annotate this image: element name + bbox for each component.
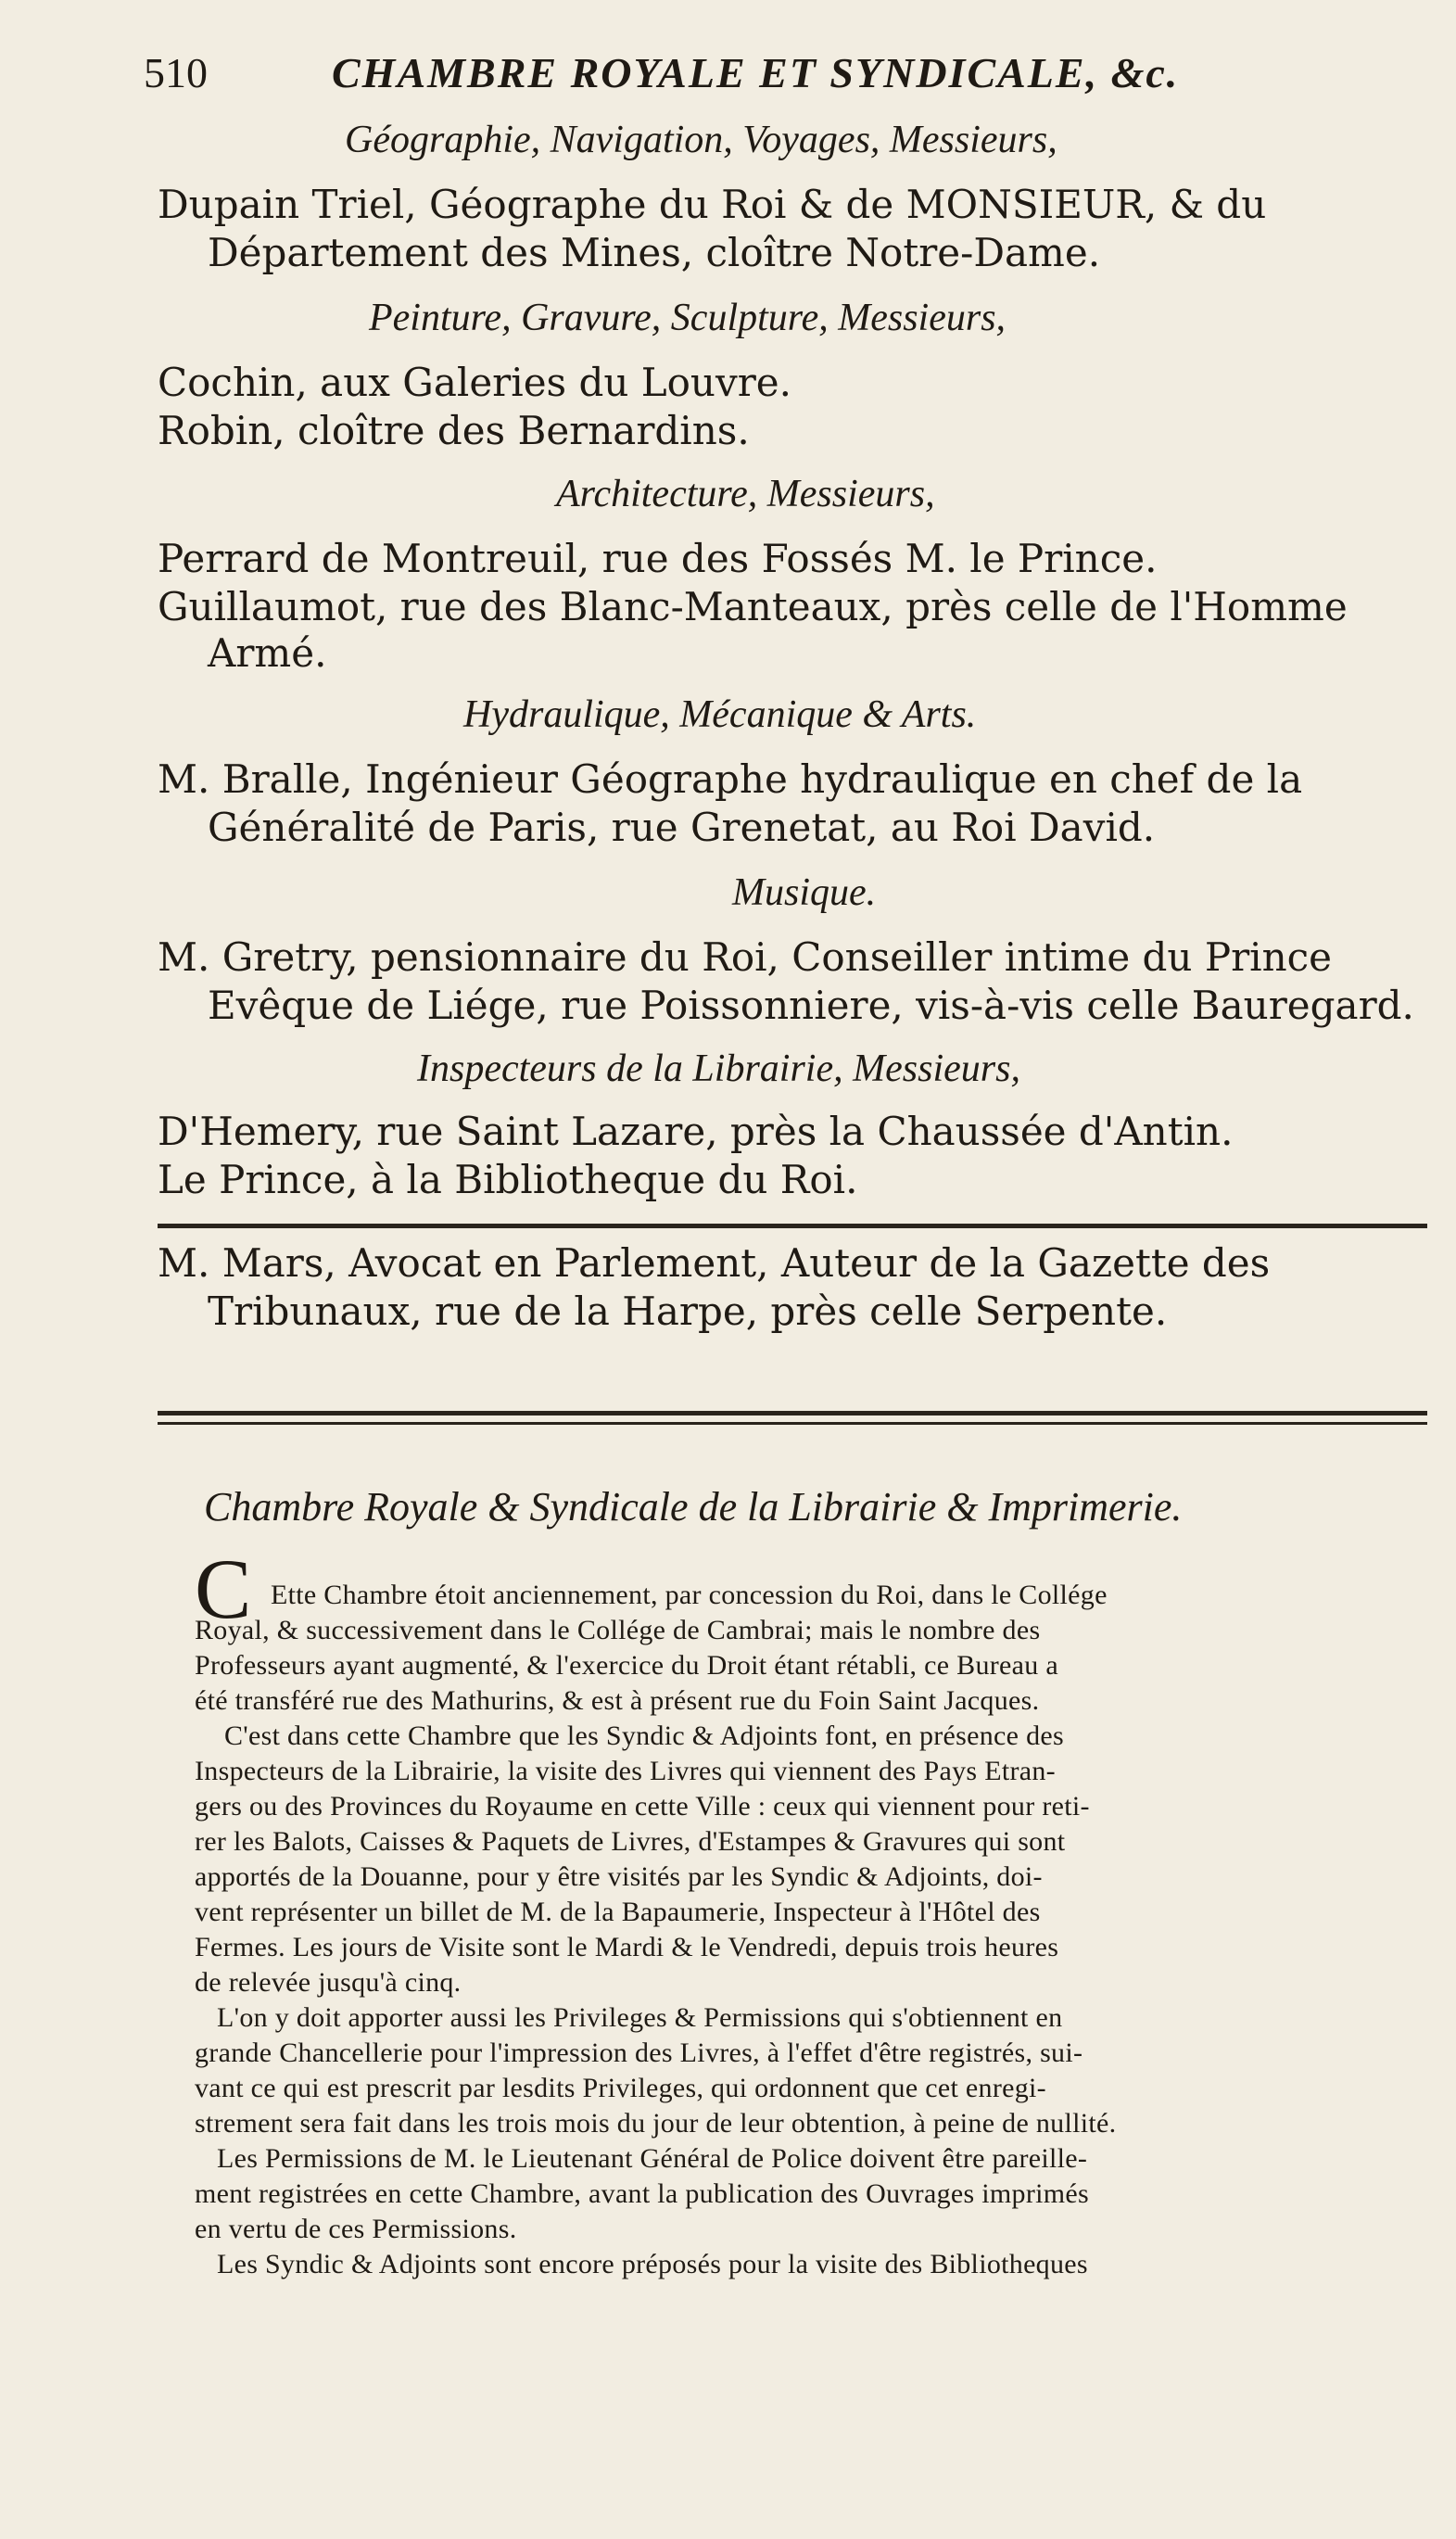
page-number: 510	[144, 49, 208, 96]
text-line: Perrard de Montreuil, rue des Fossés M. le Prince.	[158, 536, 1158, 581]
text-line: ment registrées en cette Chambre, avant la publication des Ouvrages imprimés	[195, 2178, 1089, 2209]
text-line: Les Syndic & Adjoints sont encore préposés pour la visite des Bibliotheques	[217, 2249, 1088, 2279]
section-heading-musique: Musique.	[732, 871, 877, 914]
section-heading-geographie: Géographie, Navigation, Voyages, Messieurs,	[345, 119, 1057, 161]
text-line: de relevée jusqu'à cinq.	[195, 1967, 462, 1998]
text-line: vant ce qui est prescrit par lesdits Privileges, qui ordonnent que cet enregi-	[195, 2073, 1046, 2103]
text-line: rer les Balots, Caisses & Paquets de Livres, d'Estampes & Gravures qui sont	[195, 1826, 1066, 1857]
text-line: Le Prince, à la Bibliotheque du Roi.	[158, 1157, 858, 1202]
text-line: Les Permissions de M. le Lieutenant Général de Police doivent être pareille-	[217, 2143, 1088, 2174]
text-line: M. Gretry, pensionnaire du Roi, Conseiller intime du Prince	[158, 934, 1333, 980]
section-heading-inspecteurs: Inspecteurs de la Librairie, Messieurs,	[417, 1047, 1020, 1090]
text-line: Dupain Triel, Géographe du Roi & de MONSIEUR, & du	[158, 182, 1267, 227]
text-line: Robin, cloître des Bernardins.	[158, 408, 750, 453]
text-line: Royal, & successivement dans le Collége de Cambrai; mais le nombre des	[195, 1615, 1041, 1645]
text-line: Fermes. Les jours de Visite sont le Mardi & le Vendredi, depuis trois heures	[195, 1932, 1059, 1962]
text-line: M. Bralle, Ingénieur Géographe hydraulique en chef de la	[158, 756, 1303, 802]
text-line: Ette Chambre étoit anciennement, par concession du Roi, dans le Collége	[271, 1580, 1108, 1610]
text-line: apportés de la Douanne, pour y être visités par les Syndic & Adjoints, doi-	[195, 1861, 1043, 1892]
text-line: Généralité de Paris, rue Grenetat, au Roi David.	[208, 805, 1156, 850]
running-title: CHAMBRE ROYALE ET SYNDICALE, &c.	[332, 49, 1180, 96]
text-line: Evêque de Liége, rue Poissonniere, vis-à-vis celle Bauregard.	[208, 983, 1414, 1028]
text-line: Tribunaux, rue de la Harpe, près celle Serpente.	[208, 1289, 1168, 1334]
text-line: Professeurs ayant augmenté, & l'exercice du Droit étant rétabli, ce Bureau a	[195, 1650, 1058, 1681]
text-line: D'Hemery, rue Saint Lazare, près la Chaussée d'Antin.	[158, 1109, 1234, 1154]
chambre-title: Chambre Royale & Syndicale de la Librairie & Imprimerie.	[204, 1484, 1183, 1530]
horizontal-rule	[158, 1422, 1427, 1425]
horizontal-rule	[158, 1411, 1427, 1415]
text-line: L'on y doit apporter aussi les Privileges & Permissions qui s'obtiennent en	[217, 2002, 1063, 2033]
text-line: Département des Mines, cloître Notre-Dame.	[208, 230, 1101, 275]
text-line: M. Mars, Avocat en Parlement, Auteur de la Gazette des	[158, 1240, 1271, 1286]
text-line: grande Chancellerie pour l'impression des Livres, à l'effet d'être registrés, sui-	[195, 2038, 1083, 2068]
text-line: Guillaumot, rue des Blanc-Manteaux, près celle de l'Homme	[158, 584, 1348, 629]
text-line: en vertu de ces Permissions.	[195, 2214, 517, 2244]
text-line: Inspecteurs de la Librairie, la visite des Livres qui viennent des Pays Etran-	[195, 1756, 1056, 1786]
text-line: Armé.	[208, 630, 327, 676]
text-line: strement sera fait dans les trois mois du jour de leur obtention, à peine de nullité.	[195, 2108, 1117, 2139]
text-line: gers ou des Provinces du Royaume en cette Ville : ceux qui viennent pour reti-	[195, 1791, 1090, 1822]
text-line: vent représenter un billet de M. de la Bapaumerie, Inspecteur à l'Hôtel des	[195, 1897, 1041, 1927]
section-heading-architecture: Architecture, Messieurs,	[556, 473, 935, 515]
text-line: Cochin, aux Galeries du Louvre.	[158, 360, 791, 405]
text-line: été transféré rue des Mathurins, & est à présent rue du Foin Saint Jacques.	[195, 1685, 1040, 1716]
section-heading-peinture: Peinture, Gravure, Sculpture, Messieurs,	[369, 297, 1007, 339]
drop-cap: C	[195, 1542, 252, 1636]
section-heading-hydraulique: Hydraulique, Mécanique & Arts.	[463, 693, 977, 736]
text-line: C'est dans cette Chambre que les Syndic & Adjoints font, en présence des	[224, 1720, 1064, 1751]
horizontal-rule	[158, 1224, 1427, 1228]
